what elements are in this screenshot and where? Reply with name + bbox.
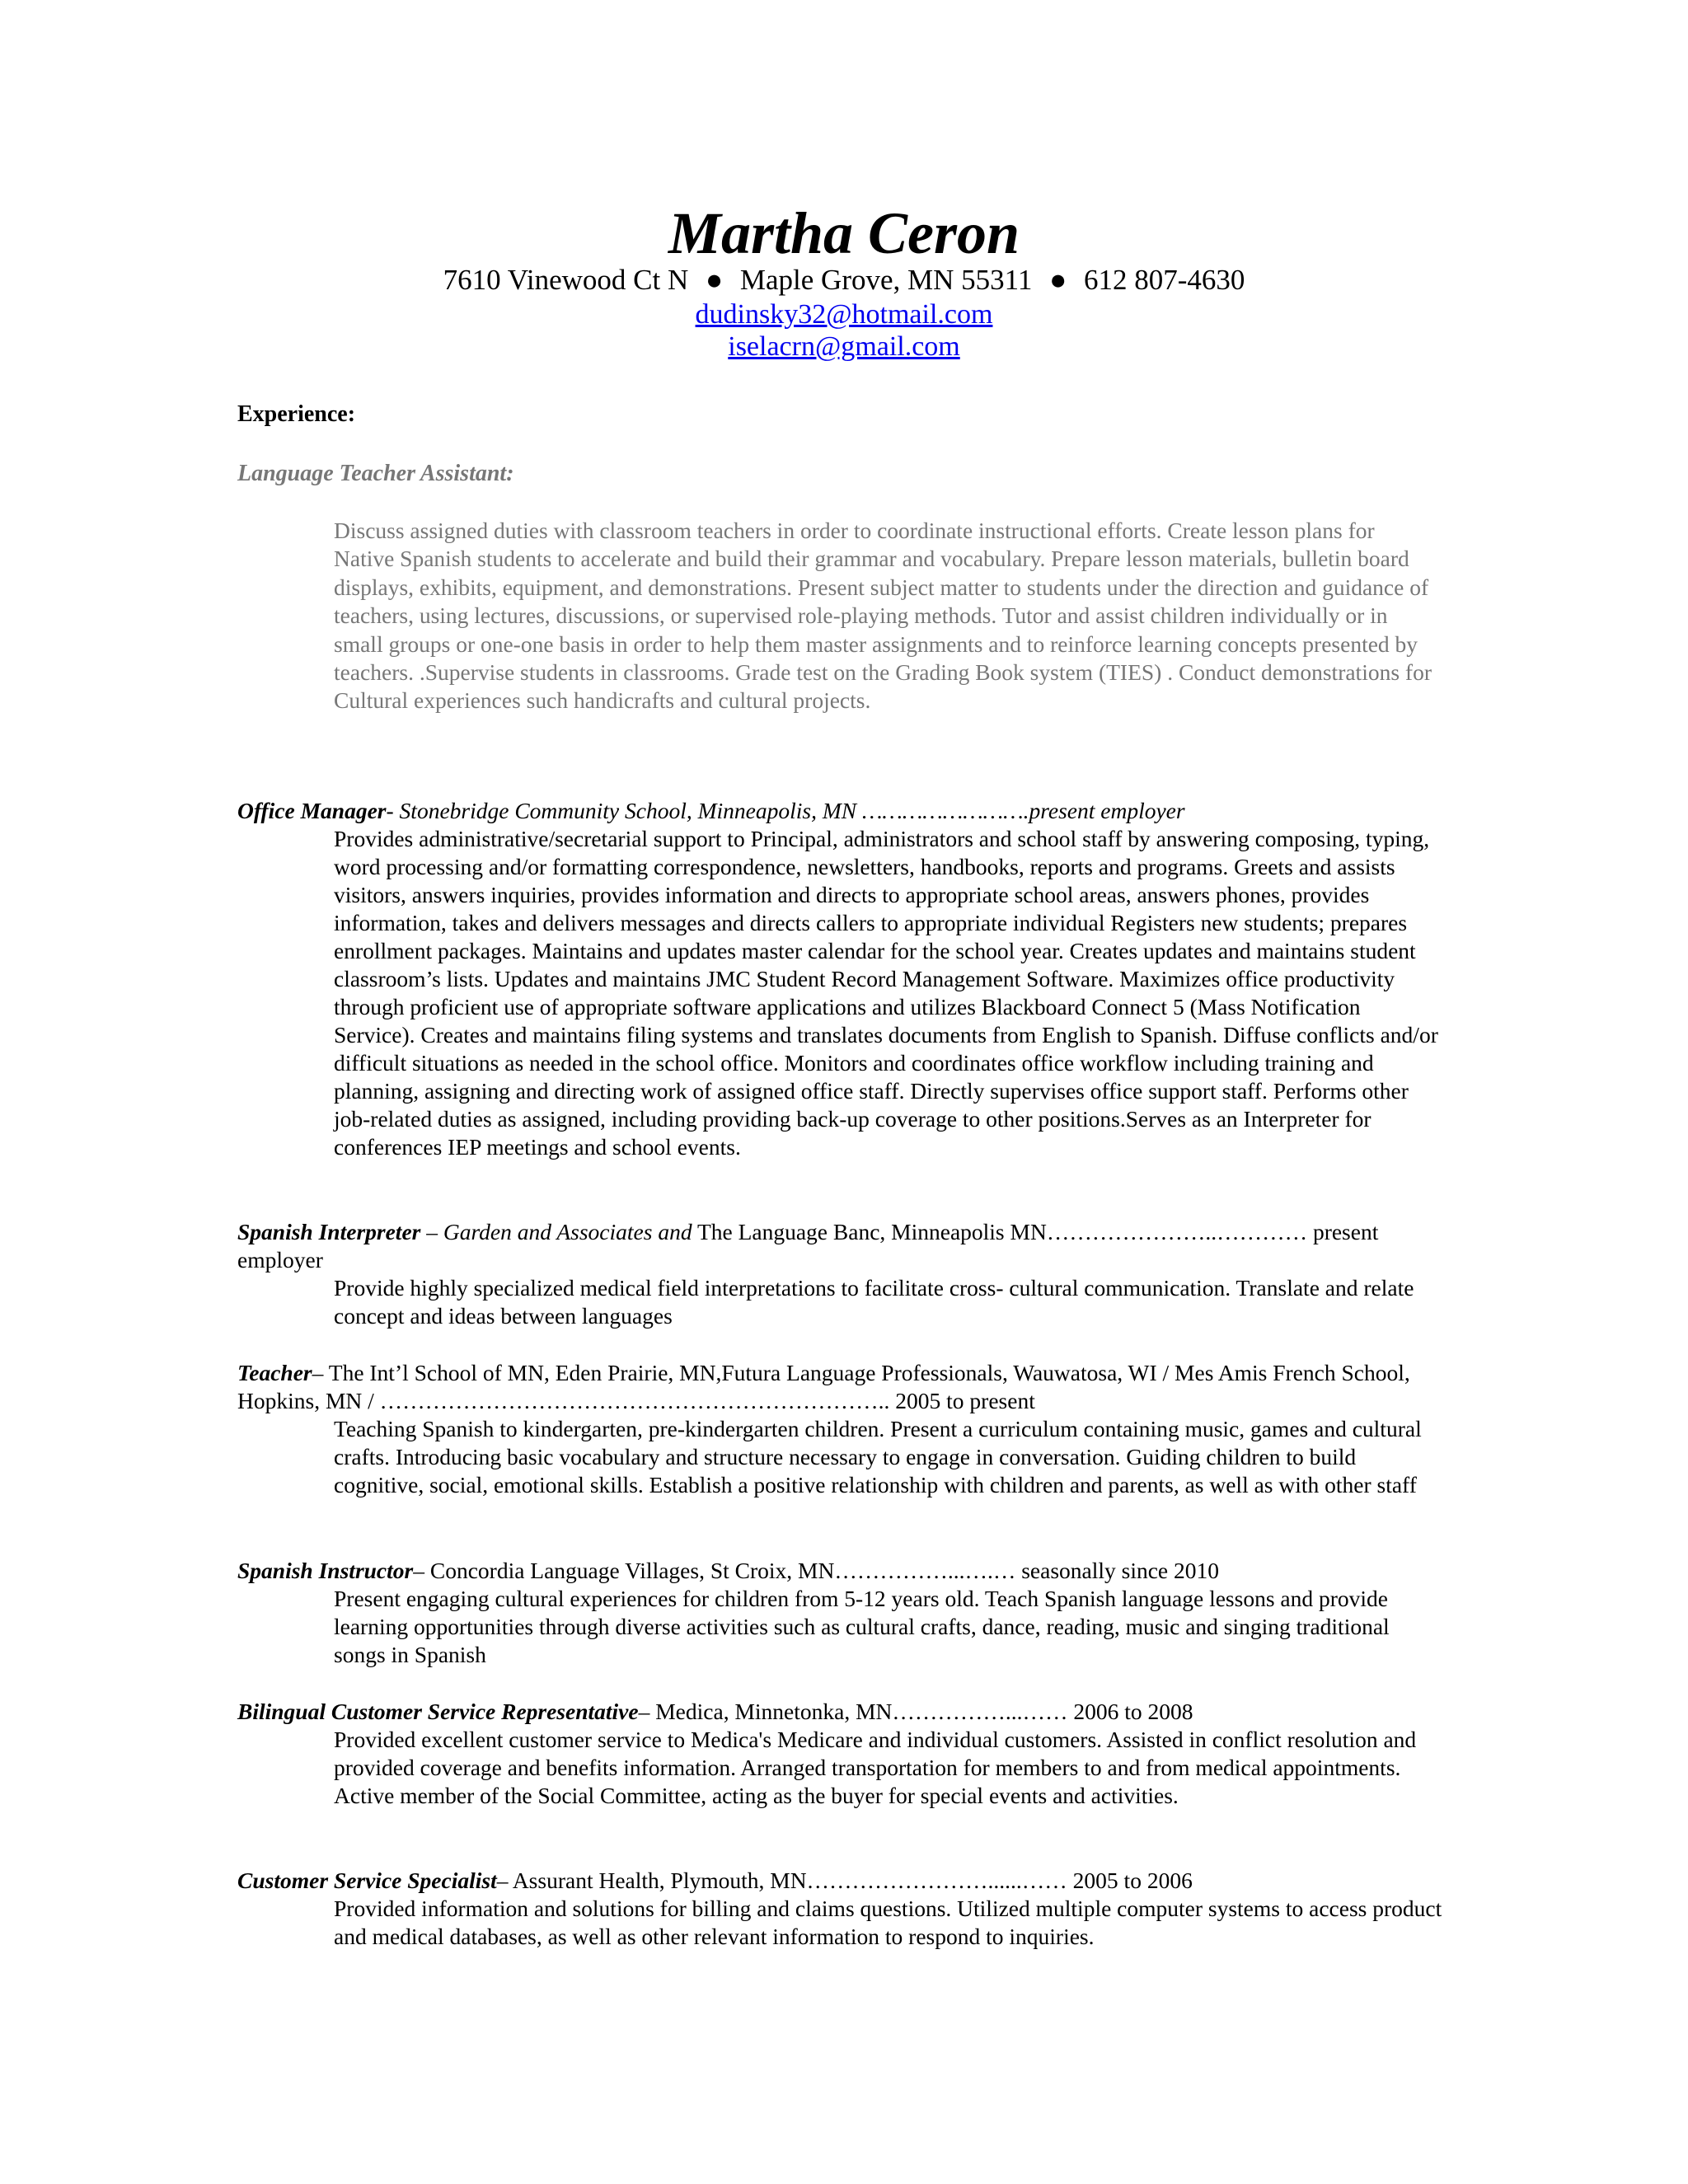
email-link-gmail[interactable]: iselacrn@gmail.com — [728, 331, 960, 362]
job-description: Teaching Spanish to kindergarten, pre-kindergarten children. Present a curriculum containing music, games and cultural crafts. Introducing basic vocabulary and structure necessary to engage in conversation. Guiding children to build cognitive, social, emotional skills. Establish a positive relationship with children and parents, as well as with other staff — [334, 1416, 1422, 1497]
contact-line — [0, 262, 1688, 298]
job-org-italic: – Garden and Associates and — [420, 1219, 692, 1244]
experience-heading: Experience: — [237, 401, 356, 427]
assistant-description: Discuss assigned duties with classroom teachers in order to coordinate instructional efforts. Create lesson plans for Native Spanish students to accelerate and build their grammar and vocabulary. Prepare lesson materials, bulletin board displays, exhibits, equipment, and demonstrations. Present subject matter to students under the direction and guidance of teachers, using lectures, discussions, or supervised role-playing methods. Tutor and assist children individually or in small groups or one-one basis in order to help them master assignments and to reinforce learning concepts presented by teachers. .Supervise students in classrooms. Grade test on the Grading Book system (TIES) . Conduct demonstrations for Cultural experiences such handicrafts and cultural projects. — [334, 518, 1432, 714]
job-description: Present engaging cultural experiences for children from 5-12 years old. Teach Spanish language lessons and provide learning opportunities through diverse activities such as cultural crafts, dance, reading, music and singing traditional songs in Spanish — [334, 1586, 1390, 1667]
job-description: Provided excellent customer service to Medica's Medicare and individual customers. Assisted in conflict resolution and provided coverage and benefits information. Arranged transportation for members to and from medical appointments. Active member of the Social Committee, acting as the buyer for special events and activities. — [334, 1727, 1417, 1808]
email-line-2 — [0, 330, 1688, 363]
job-title-bilingual-csr — [237, 1698, 1441, 1726]
email-line-1 — [0, 298, 1688, 331]
job-title-spanish-interpreter — [237, 1218, 1441, 1274]
phone-number: 612 807-4630 — [1084, 264, 1245, 296]
job-role: Bilingual Customer Service Representative — [237, 1699, 639, 1724]
job-org: – Medica, Minnetonka, MN……………...…… 2006 to 2008 — [638, 1699, 1193, 1724]
job-role: Spanish Instructor — [237, 1558, 414, 1583]
job-title-teacher — [237, 1359, 1441, 1415]
job-org: – Concordia Language Villages, St Croix, MN……………...….… seasonally since 2010 — [413, 1558, 1220, 1583]
city-state-zip: Maple Grove, MN 55311 — [739, 264, 1033, 296]
job-description: Provides administrative/secretarial support to Principal, administrators and school staff by answering composing, typing, word processing and/or formatting correspondence, newsletters, handbooks, reports and programs. Greets and assists visitors, answers inquiries, provides information and directs to appropriate school areas, answers phones, provides information, takes and delivers messages and directs callers to appropriate individual Registers new students; prepares enrollment packages. Maintains and updates master calendar for the school year. Creates updates and maintains student classroom’s lists. Updates and maintains JMC Student Record Management Software. Maximizes office productivity through proficient use of appropriate software applications and utilizes Blackboard Connect 5 (Mass Notification Service). Creates and maintains filing systems and translates documents from English to Spanish. Diffuse conflicts and/or difficult situations as needed in the school office. Monitors and coordinates office workflow including training and planning, assigning and directing work of assigned office staff. Directly supervises office support staff. Performs other job-related duties as assigned, including providing back-up coverage to other positions.Serves as an Interpreter for conferences IEP meetings and school events. — [334, 826, 1438, 1160]
bullet-separator: ● — [1049, 264, 1067, 296]
job-description: Provide highly specialized medical field interpretations to facilitate cross- cultural communication. Translate and relate concept and ideas between languages — [334, 1275, 1414, 1329]
address: 7610 Vinewood Ct N — [443, 264, 689, 296]
job-title-office-manager — [237, 797, 1441, 825]
job-org: - Stonebridge Community School, Minneapolis, MN …………………….present employer — [386, 798, 1185, 823]
email-link-hotmail[interactable]: dudinsky32@hotmail.com — [695, 299, 993, 330]
job-role: Customer Service Specialist — [237, 1868, 497, 1893]
job-org: – The Int’l School of MN, Eden Prairie, MN,Futura Language Professionals, Wauwatosa, WI / Mes Amis French School, Hopkins, MN / ………………………………………………………….. 2005 to present — [237, 1360, 1410, 1413]
candidate-name: Martha Ceron — [668, 200, 1020, 266]
job-title-spanish-instructor — [237, 1557, 1441, 1585]
job-description: Provided information and solutions for billing and claims questions. Utilized multiple computer systems to access product and medical databases, as well as other relevant information to respond to inquiries. — [334, 1896, 1442, 1949]
job-role: Office Manager — [237, 798, 387, 823]
bullet-separator: ● — [706, 264, 724, 296]
job-org: The Language Banc, Minneapolis MN…………………..………… present employer — [237, 1219, 1379, 1272]
job-role: Teacher — [237, 1360, 312, 1385]
job-title-customer-service-specialist — [237, 1867, 1441, 1895]
assistant-title: Language Teacher Assistant: — [237, 461, 514, 486]
job-org: – Assurant Health, Plymouth, MN……………………......…… 2005 to 2006 — [496, 1868, 1193, 1893]
job-role: Spanish Interpreter — [237, 1219, 421, 1244]
